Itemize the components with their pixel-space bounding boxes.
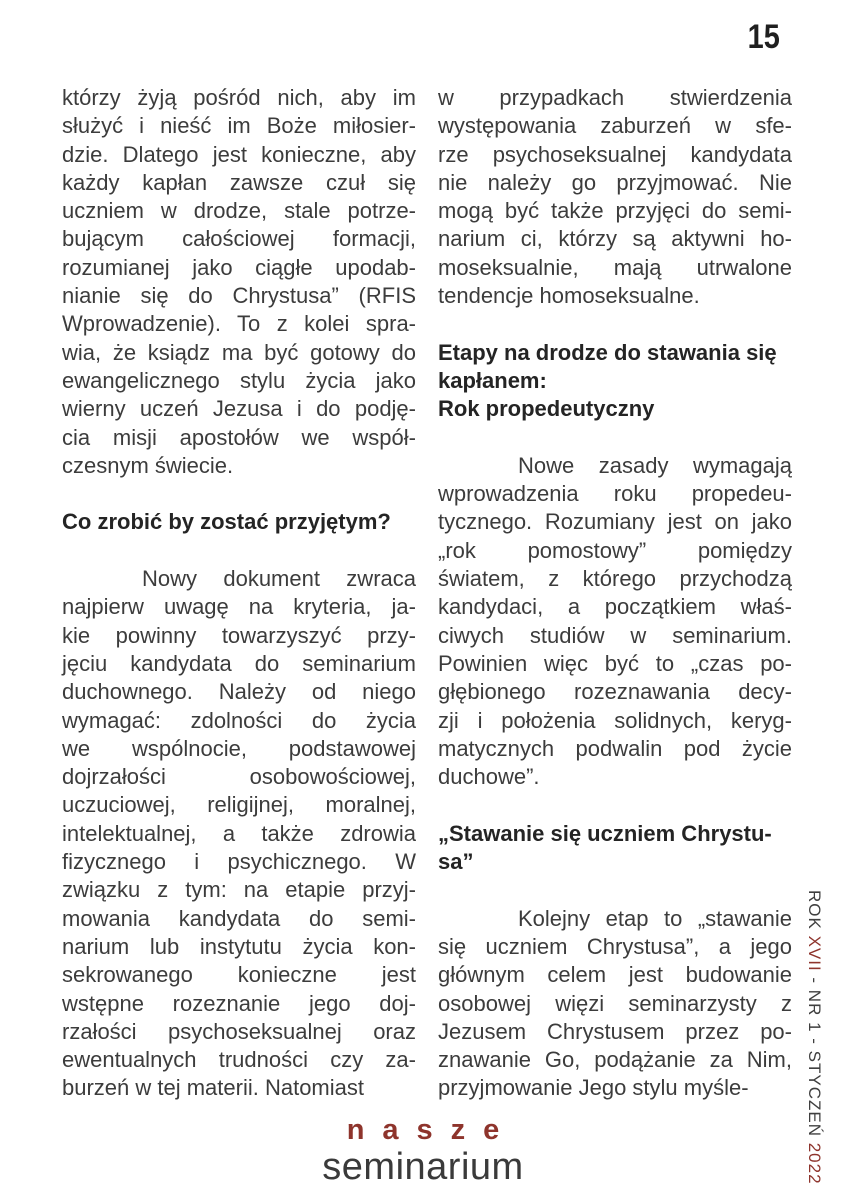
left-column: [62, 84, 416, 1103]
text-line: uczniem w drodze, stale potrze-: [62, 198, 416, 224]
text-line: wymagać: zdolności do życia: [62, 707, 416, 733]
text-line: ewangelicznego stylu życia jako: [62, 367, 416, 393]
text-line: „rok pomostowy” pomiędzy: [438, 537, 792, 563]
text-line: wprowadzenia roku propedeu-: [438, 481, 792, 507]
issue-info-accent-segment: 2022: [805, 1142, 824, 1185]
text-line: bującym całościowej formacji,: [62, 226, 416, 252]
text-line: wia, że ksiądz ma być gotowy do: [62, 339, 416, 365]
text-line: Co zrobić by zostać przyjętym?: [62, 509, 391, 535]
text-line: w przypadkach stwierdzenia: [438, 85, 792, 110]
text-line: duchownego. Należy od niego: [62, 679, 416, 705]
two-column-text: [62, 84, 792, 1103]
text-line: uczuciowej, religijnej, moralnej,: [62, 792, 416, 818]
issue-info-segment: ROK: [805, 890, 824, 936]
paragraph: [62, 565, 416, 1103]
text-line: kie powinny towarzyszyć przy-: [62, 622, 416, 648]
text-line: Rok propedeutyczny: [438, 396, 655, 422]
text-line: zji i położenia solidnych, keryg-: [438, 707, 792, 733]
text-line: Nowe zasady wymagają: [518, 452, 792, 478]
text-line: duchowe”.: [438, 764, 540, 790]
section-heading: [438, 820, 792, 877]
text-line: we wspólnocie, podstawowej: [62, 735, 416, 761]
issue-info-accent-segment: XVII: [805, 935, 824, 972]
paragraph: [438, 452, 792, 792]
text-line: kapłanem:: [438, 367, 547, 393]
text-line: matycznych podwalin pod życie: [438, 735, 792, 761]
text-line: służyć i nieść im Boże miłosier-: [62, 113, 416, 139]
text-line: się uczniem Chrystusa”, a jego: [438, 933, 792, 959]
text-line: Kolejny etap to „stawanie: [518, 905, 792, 931]
text-line: Powinien więc być to „czas po-: [438, 650, 792, 676]
text-line: mowania kandydata do semi-: [62, 905, 416, 931]
magazine-logo: [0, 1116, 846, 1186]
text-line: każdy kapłan zawsze czuł się: [62, 169, 416, 195]
text-line: narium lub instytutu życia kon-: [62, 933, 416, 959]
text-line: ewentualnych trudności czy za-: [62, 1047, 416, 1073]
logo-word-nasze: nasze: [346, 1114, 518, 1146]
text-line: Etapy na drodze do stawania się: [438, 339, 777, 365]
text-line: osobowej więzi seminarzysty z: [438, 990, 792, 1016]
text-line: dzie. Dlatego jest konieczne, aby: [62, 141, 416, 167]
text-line: głównym celem jest budowanie: [438, 962, 792, 988]
text-line: głębionego rozeznawania decy-: [438, 679, 792, 705]
text-line: mogą być także przyjęci do semi-: [438, 198, 792, 224]
paragraph: [438, 905, 792, 1103]
section-heading: [438, 339, 792, 424]
text-line: najpierw uwagę na kryteria, ja-: [62, 594, 416, 620]
paragraph: [62, 84, 416, 480]
text-line: sa”: [438, 849, 474, 875]
text-line: czesnym świecie.: [62, 452, 234, 478]
text-line: fizycznego i psychicznego. W: [62, 849, 416, 875]
text-line: światem, z którego przychodzą: [438, 566, 792, 592]
text-line: burzeń w tej materii. Natomiast: [62, 1075, 364, 1101]
text-line: rze psychoseksualnej kandydata: [438, 141, 792, 167]
text-line: Wprowadzenie). To z kolei spra-: [62, 311, 416, 337]
section-heading: [62, 508, 416, 536]
text-line: sekrowanego konieczne jest: [62, 962, 416, 988]
right-column: [438, 84, 792, 1103]
text-line: tycznego. Rozumiany jest on jako: [438, 509, 792, 535]
text-line: przyjmowanie Jego stylu myśle-: [438, 1075, 749, 1101]
text-line: kandydaci, a początkiem właś-: [438, 594, 792, 620]
text-line: Jezusem Chrystusem przez po-: [438, 1018, 792, 1044]
paragraph: [438, 84, 792, 310]
text-line: moseksualnie, mają utrwalone: [438, 254, 792, 280]
text-line: tendencje homoseksualne.: [438, 283, 700, 309]
text-line: którzy żyją pośród nich, aby im: [62, 85, 416, 110]
text-line: jęciu kandydata do seminarium: [62, 650, 416, 676]
text-line: dojrzałości osobowościowej,: [62, 764, 416, 790]
text-line: występowania zaburzeń w sfe-: [438, 113, 792, 139]
logo-word-seminarium: seminarium: [322, 1146, 524, 1188]
text-line: narium ci, którzy są aktywni ho-: [438, 226, 792, 252]
text-line: znawanie Go, podążanie za Nim,: [438, 1047, 792, 1073]
issue-info-segment: - NR 1 - STYCZEŃ: [805, 971, 824, 1143]
text-line: rozumianej jako ciągłe upodab-: [62, 254, 416, 280]
text-line: ciwych studiów w seminarium.: [438, 622, 792, 648]
page-number: 15: [747, 18, 780, 56]
text-line: wierny uczeń Jezusa i do podję-: [62, 396, 416, 422]
text-line: Nowy dokument zwraca: [142, 566, 416, 592]
text-line: intelektualnej, a także zdrowia: [62, 820, 416, 846]
text-line: nie należy go przyjmować. Nie: [438, 169, 792, 195]
text-line: związku z tym: na etapie przyj-: [62, 877, 416, 903]
text-line: nianie się do Chrystusa” (RFIS: [62, 283, 416, 309]
text-line: wstępne rozeznanie jego doj-: [62, 990, 416, 1016]
text-line: cia misji apostołów we współ-: [62, 424, 416, 450]
text-line: rzałości psychoseksualnej oraz: [62, 1018, 416, 1044]
text-line: „Stawanie się uczniem Chrystu-: [438, 820, 772, 846]
